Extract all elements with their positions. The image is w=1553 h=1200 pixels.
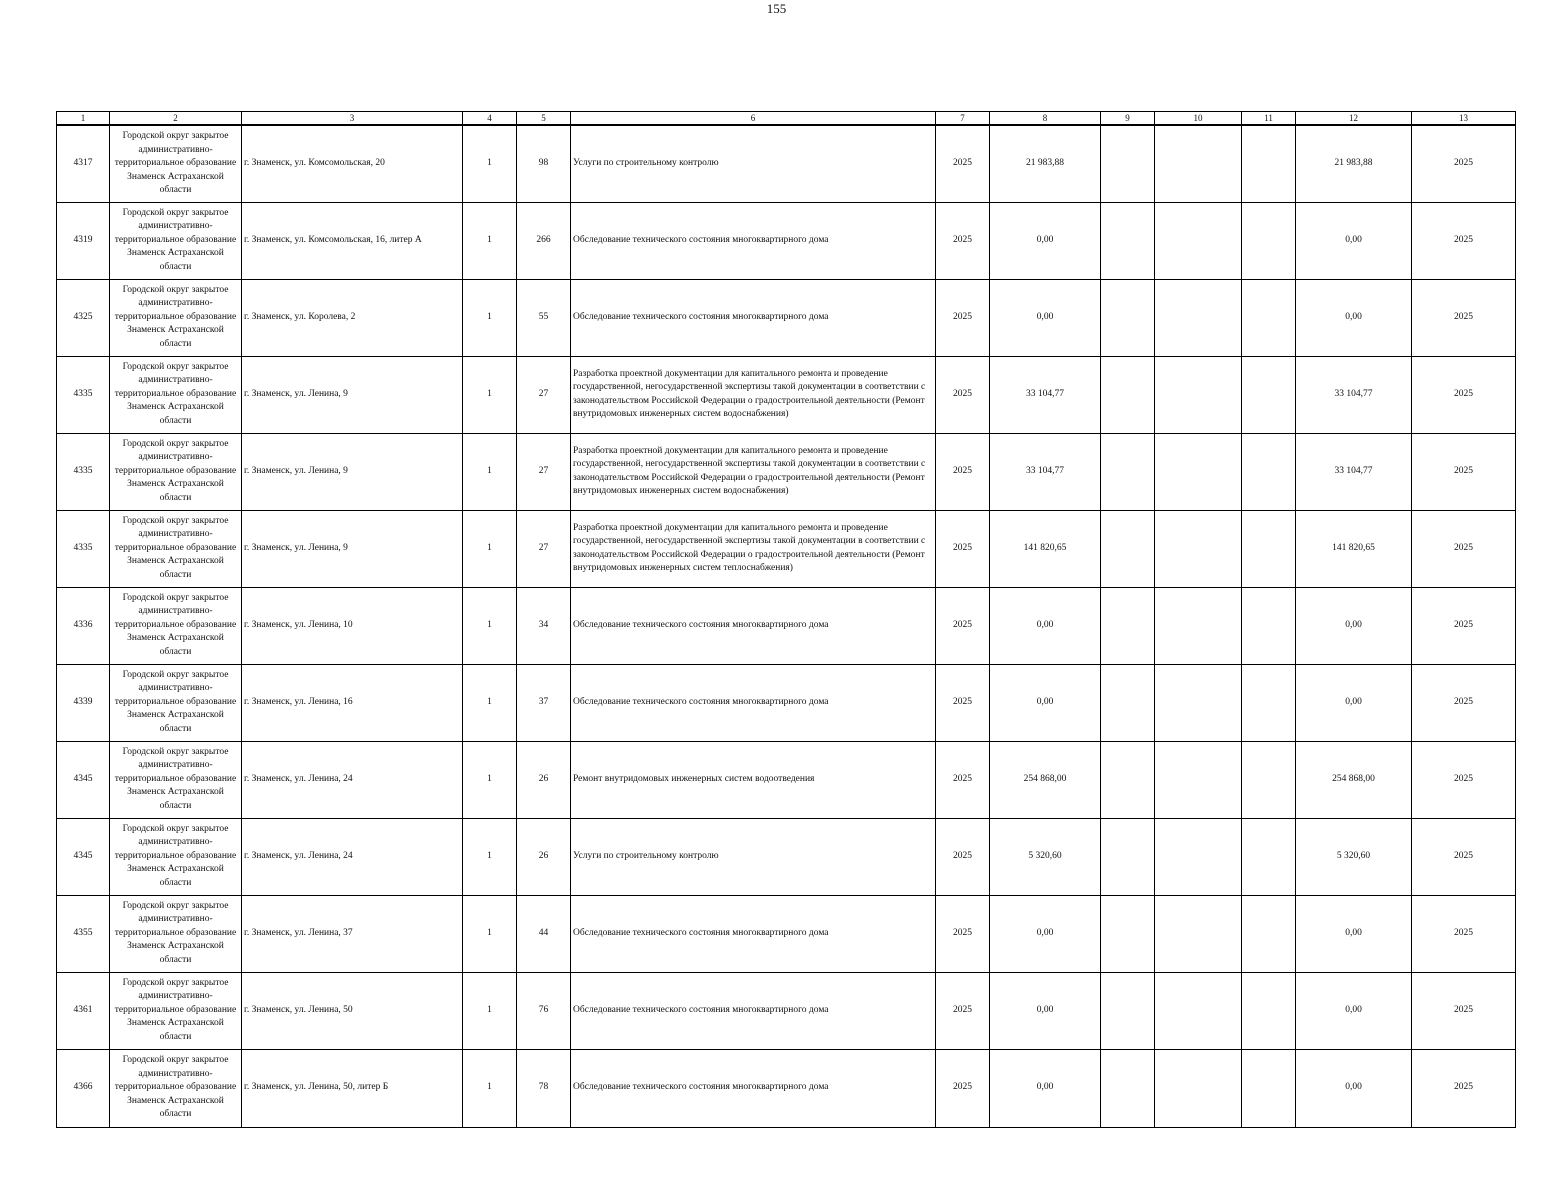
address-cell: г. Знаменск, ул. Ленина, 16: [242, 664, 463, 741]
total-cost-cell: 0,00: [1296, 664, 1412, 741]
empty-cell: [1101, 125, 1155, 202]
quantity-cell: 1: [463, 510, 517, 587]
row-id-cell: 4335: [57, 356, 110, 433]
quantity-cell: 1: [463, 356, 517, 433]
row-id-cell: 4335: [57, 510, 110, 587]
year-cell: 2025: [936, 433, 990, 510]
municipality-cell: Городской округ закрытое административно-территориальное образование Знаменск Астраханской области: [110, 510, 242, 587]
cost-cell: 0,00: [990, 587, 1101, 664]
cost-cell: 5 320,60: [990, 818, 1101, 895]
empty-cell: [1242, 125, 1296, 202]
empty-cell: [1155, 279, 1242, 356]
column-header: 12: [1296, 112, 1412, 126]
work-type-cell: Обследование технического состояния многоквартирного дома: [571, 972, 936, 1049]
address-cell: г. Знаменск, ул. Ленина, 24: [242, 818, 463, 895]
quantity-cell: 1: [463, 279, 517, 356]
column-header: 6: [571, 112, 936, 126]
empty-cell: [1242, 510, 1296, 587]
municipality-cell: Городской округ закрытое административно-территориальное образование Знаменск Астраханской области: [110, 818, 242, 895]
row-id-cell: 4361: [57, 972, 110, 1049]
empty-cell: [1242, 741, 1296, 818]
year-cell: 2025: [936, 279, 990, 356]
work-type-cell: Разработка проектной документации для капитального ремонта и проведение государственной, негосударственной экспертизы такой документации в соответствии с законодательством Российской Федерации о градостроительной деятельности (Ремонт внутридомовых инженерных систем водоснабжения): [571, 433, 936, 510]
municipality-cell: Городской округ закрытое административно-территориальное образование Знаменск Астраханской области: [110, 433, 242, 510]
total-cost-cell: 33 104,77: [1296, 433, 1412, 510]
empty-cell: [1101, 972, 1155, 1049]
completion-year-cell: 2025: [1412, 664, 1516, 741]
number-cell: 27: [517, 510, 571, 587]
total-cost-cell: 0,00: [1296, 587, 1412, 664]
table-row: [57, 818, 1516, 895]
cost-cell: 33 104,77: [990, 433, 1101, 510]
empty-cell: [1101, 818, 1155, 895]
work-type-cell: Обследование технического состояния многоквартирного дома: [571, 202, 936, 279]
completion-year-cell: 2025: [1412, 510, 1516, 587]
row-id-cell: 4339: [57, 664, 110, 741]
empty-cell: [1242, 1049, 1296, 1127]
quantity-cell: 1: [463, 202, 517, 279]
empty-cell: [1155, 741, 1242, 818]
empty-cell: [1101, 1049, 1155, 1127]
municipality-cell: Городской округ закрытое административно-территориальное образование Знаменск Астраханской области: [110, 587, 242, 664]
total-cost-cell: 0,00: [1296, 279, 1412, 356]
address-cell: г. Знаменск, ул. Ленина, 37: [242, 895, 463, 972]
cost-cell: 0,00: [990, 895, 1101, 972]
completion-year-cell: 2025: [1412, 818, 1516, 895]
work-type-cell: Услуги по строительному контролю: [571, 125, 936, 202]
quantity-cell: 1: [463, 1049, 517, 1127]
quantity-cell: 1: [463, 741, 517, 818]
year-cell: 2025: [936, 510, 990, 587]
number-cell: 55: [517, 279, 571, 356]
completion-year-cell: 2025: [1412, 279, 1516, 356]
row-id-cell: 4345: [57, 741, 110, 818]
number-cell: 26: [517, 741, 571, 818]
municipality-cell: Городской округ закрытое административно-территориальное образование Знаменск Астраханской области: [110, 279, 242, 356]
empty-cell: [1242, 356, 1296, 433]
column-number-row: [57, 112, 1516, 126]
table-row: [57, 125, 1516, 202]
column-header: 4: [463, 112, 517, 126]
cost-cell: 33 104,77: [990, 356, 1101, 433]
year-cell: 2025: [936, 202, 990, 279]
table-row: [57, 510, 1516, 587]
completion-year-cell: 2025: [1412, 895, 1516, 972]
address-cell: г. Знаменск, ул. Ленина, 50: [242, 972, 463, 1049]
row-id-cell: 4319: [57, 202, 110, 279]
address-cell: г. Знаменск, ул. Ленина, 10: [242, 587, 463, 664]
empty-cell: [1242, 972, 1296, 1049]
completion-year-cell: 2025: [1412, 356, 1516, 433]
empty-cell: [1101, 664, 1155, 741]
table-body: [57, 125, 1516, 1127]
total-cost-cell: 141 820,65: [1296, 510, 1412, 587]
work-type-cell: Обследование технического состояния многоквартирного дома: [571, 587, 936, 664]
column-header: 2: [110, 112, 242, 126]
quantity-cell: 1: [463, 818, 517, 895]
table-row: [57, 741, 1516, 818]
total-cost-cell: 21 983,88: [1296, 125, 1412, 202]
year-cell: 2025: [936, 125, 990, 202]
total-cost-cell: 0,00: [1296, 972, 1412, 1049]
column-header: 7: [936, 112, 990, 126]
column-header: 5: [517, 112, 571, 126]
table-row: [57, 202, 1516, 279]
column-header: 3: [242, 112, 463, 126]
empty-cell: [1242, 279, 1296, 356]
empty-cell: [1155, 664, 1242, 741]
address-cell: г. Знаменск, ул. Ленина, 9: [242, 433, 463, 510]
quantity-cell: 1: [463, 125, 517, 202]
number-cell: 37: [517, 664, 571, 741]
cost-cell: 0,00: [990, 664, 1101, 741]
cost-cell: 254 868,00: [990, 741, 1101, 818]
capital-repair-table: [56, 111, 1516, 1128]
empty-cell: [1155, 1049, 1242, 1127]
number-cell: 78: [517, 1049, 571, 1127]
number-cell: 27: [517, 433, 571, 510]
empty-cell: [1155, 587, 1242, 664]
total-cost-cell: 0,00: [1296, 202, 1412, 279]
address-cell: г. Знаменск, ул. Комсомольская, 20: [242, 125, 463, 202]
column-header: 10: [1155, 112, 1242, 126]
municipality-cell: Городской округ закрытое административно-территориальное образование Знаменск Астраханской области: [110, 125, 242, 202]
total-cost-cell: 0,00: [1296, 1049, 1412, 1127]
empty-cell: [1155, 895, 1242, 972]
empty-cell: [1242, 664, 1296, 741]
empty-cell: [1155, 356, 1242, 433]
year-cell: 2025: [936, 972, 990, 1049]
empty-cell: [1155, 818, 1242, 895]
year-cell: 2025: [936, 895, 990, 972]
cost-cell: 0,00: [990, 279, 1101, 356]
table-row: [57, 972, 1516, 1049]
empty-cell: [1101, 587, 1155, 664]
year-cell: 2025: [936, 1049, 990, 1127]
empty-cell: [1155, 433, 1242, 510]
address-cell: г. Знаменск, ул. Королева, 2: [242, 279, 463, 356]
table-row: [57, 1049, 1516, 1127]
cost-cell: 141 820,65: [990, 510, 1101, 587]
empty-cell: [1242, 202, 1296, 279]
number-cell: 27: [517, 356, 571, 433]
work-type-cell: Услуги по строительному контролю: [571, 818, 936, 895]
number-cell: 26: [517, 818, 571, 895]
table-row: [57, 664, 1516, 741]
table-row: [57, 895, 1516, 972]
municipality-cell: Городской округ закрытое административно-территориальное образование Знаменск Астраханской области: [110, 895, 242, 972]
year-cell: 2025: [936, 818, 990, 895]
cost-cell: 0,00: [990, 972, 1101, 1049]
empty-cell: [1242, 433, 1296, 510]
year-cell: 2025: [936, 664, 990, 741]
empty-cell: [1101, 741, 1155, 818]
cost-cell: 21 983,88: [990, 125, 1101, 202]
empty-cell: [1101, 895, 1155, 972]
empty-cell: [1101, 279, 1155, 356]
empty-cell: [1101, 510, 1155, 587]
empty-cell: [1155, 125, 1242, 202]
completion-year-cell: 2025: [1412, 587, 1516, 664]
municipality-cell: Городской округ закрытое административно-территориальное образование Знаменск Астраханской области: [110, 1049, 242, 1127]
quantity-cell: 1: [463, 895, 517, 972]
municipality-cell: Городской округ закрытое административно-территориальное образование Знаменск Астраханской области: [110, 664, 242, 741]
row-id-cell: 4325: [57, 279, 110, 356]
number-cell: 98: [517, 125, 571, 202]
table-row: [57, 587, 1516, 664]
total-cost-cell: 254 868,00: [1296, 741, 1412, 818]
column-header: 13: [1412, 112, 1516, 126]
empty-cell: [1242, 818, 1296, 895]
column-header: 1: [57, 112, 110, 126]
empty-cell: [1242, 895, 1296, 972]
work-type-cell: Обследование технического состояния многоквартирного дома: [571, 664, 936, 741]
work-type-cell: Разработка проектной документации для капитального ремонта и проведение государственной, негосударственной экспертизы такой документации в соответствии с законодательством Российской Федерации о градостроительной деятельности (Ремонт внутридомовых инженерных систем теплоснабжения): [571, 510, 936, 587]
column-header: 8: [990, 112, 1101, 126]
work-type-cell: Разработка проектной документации для капитального ремонта и проведение государственной, негосударственной экспертизы такой документации в соответствии с законодательством Российской Федерации о градостроительной деятельности (Ремонт внутридомовых инженерных систем водоснабжения): [571, 356, 936, 433]
work-type-cell: Обследование технического состояния многоквартирного дома: [571, 1049, 936, 1127]
total-cost-cell: 33 104,77: [1296, 356, 1412, 433]
completion-year-cell: 2025: [1412, 1049, 1516, 1127]
address-cell: г. Знаменск, ул. Комсомольская, 16, литер А: [242, 202, 463, 279]
row-id-cell: 4366: [57, 1049, 110, 1127]
completion-year-cell: 2025: [1412, 125, 1516, 202]
total-cost-cell: 5 320,60: [1296, 818, 1412, 895]
municipality-cell: Городской округ закрытое административно-территориальное образование Знаменск Астраханской области: [110, 741, 242, 818]
row-id-cell: 4336: [57, 587, 110, 664]
number-cell: 266: [517, 202, 571, 279]
row-id-cell: 4355: [57, 895, 110, 972]
cost-cell: 0,00: [990, 202, 1101, 279]
total-cost-cell: 0,00: [1296, 895, 1412, 972]
year-cell: 2025: [936, 356, 990, 433]
municipality-cell: Городской округ закрытое административно-территориальное образование Знаменск Астраханской области: [110, 202, 242, 279]
completion-year-cell: 2025: [1412, 433, 1516, 510]
work-type-cell: Обследование технического состояния многоквартирного дома: [571, 895, 936, 972]
quantity-cell: 1: [463, 664, 517, 741]
quantity-cell: 1: [463, 972, 517, 1049]
quantity-cell: 1: [463, 587, 517, 664]
address-cell: г. Знаменск, ул. Ленина, 9: [242, 510, 463, 587]
work-type-cell: Обследование технического состояния многоквартирного дома: [571, 279, 936, 356]
row-id-cell: 4345: [57, 818, 110, 895]
year-cell: 2025: [936, 587, 990, 664]
number-cell: 76: [517, 972, 571, 1049]
empty-cell: [1155, 510, 1242, 587]
cost-cell: 0,00: [990, 1049, 1101, 1127]
address-cell: г. Знаменск, ул. Ленина, 9: [242, 356, 463, 433]
empty-cell: [1242, 587, 1296, 664]
column-header: 11: [1242, 112, 1296, 126]
page-number: 155: [766, 1, 787, 16]
completion-year-cell: 2025: [1412, 202, 1516, 279]
completion-year-cell: 2025: [1412, 741, 1516, 818]
address-cell: г. Знаменск, ул. Ленина, 50, литер Б: [242, 1049, 463, 1127]
quantity-cell: 1: [463, 433, 517, 510]
municipality-cell: Городской округ закрытое административно-территориальное образование Знаменск Астраханской области: [110, 356, 242, 433]
address-cell: г. Знаменск, ул. Ленина, 24: [242, 741, 463, 818]
work-type-cell: Ремонт внутридомовых инженерных систем водоотведения: [571, 741, 936, 818]
empty-cell: [1101, 356, 1155, 433]
table-row: [57, 279, 1516, 356]
row-id-cell: 4317: [57, 125, 110, 202]
empty-cell: [1101, 202, 1155, 279]
table-row: [57, 433, 1516, 510]
table-row: [57, 356, 1516, 433]
year-cell: 2025: [936, 741, 990, 818]
number-cell: 34: [517, 587, 571, 664]
number-cell: 44: [517, 895, 571, 972]
municipality-cell: Городской округ закрытое административно-территориальное образование Знаменск Астраханской области: [110, 972, 242, 1049]
completion-year-cell: 2025: [1412, 972, 1516, 1049]
column-header: 9: [1101, 112, 1155, 126]
empty-cell: [1155, 202, 1242, 279]
empty-cell: [1101, 433, 1155, 510]
empty-cell: [1155, 972, 1242, 1049]
row-id-cell: 4335: [57, 433, 110, 510]
